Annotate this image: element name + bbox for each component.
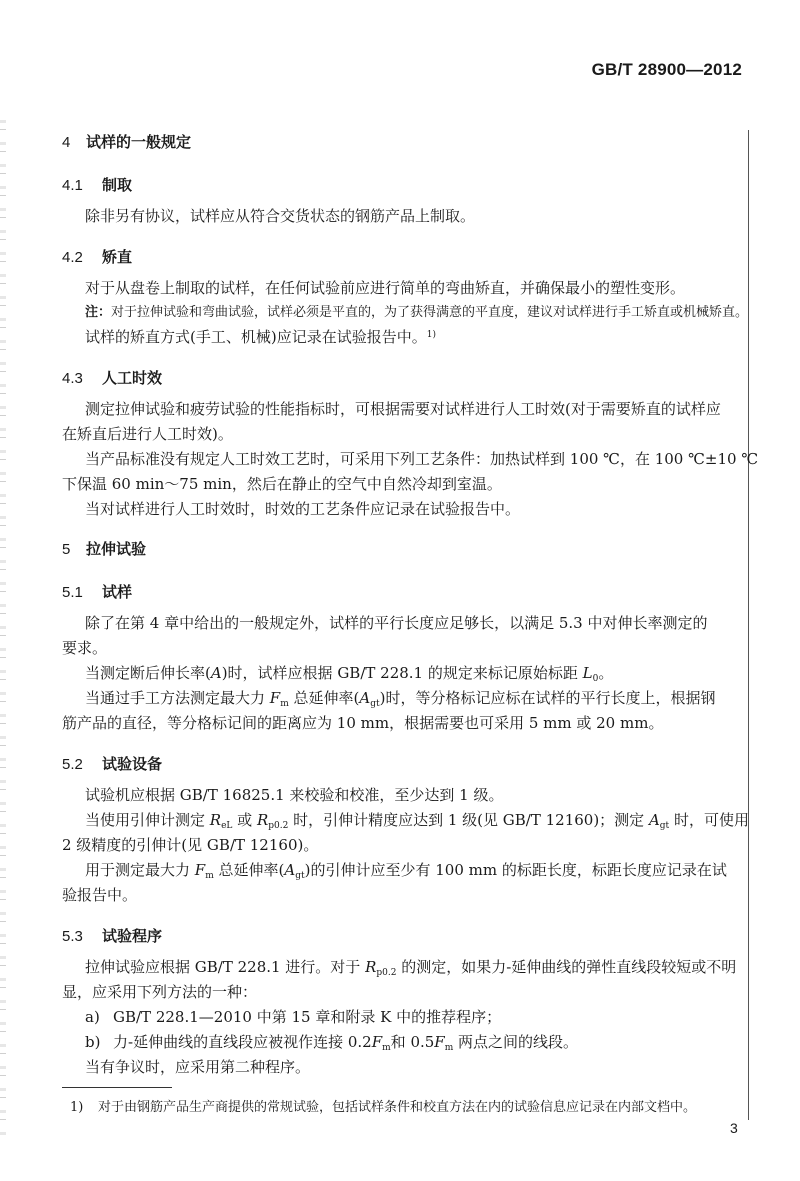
- math-subscript: gt: [370, 699, 380, 709]
- heading-number: 4.3: [62, 370, 83, 387]
- heading-title: 试样: [102, 583, 133, 601]
- text-run: 验报告中。: [62, 886, 138, 904]
- math-subscript: gt: [659, 821, 670, 831]
- list-item: [62, 1030, 743, 1055]
- note-label: 注：: [85, 305, 112, 320]
- list-marker: b): [85, 1033, 101, 1051]
- text-run: )时，等分格标记应标在试样的平行长度上，根据钢: [379, 689, 716, 707]
- math-subscript: m: [382, 1043, 391, 1053]
- section-heading: [62, 245, 743, 270]
- footnote-text: 对于由钢筋产品生产商提供的常规试验，包括试样条件和校直方法在内的试验信息应记录在内部文档中。: [98, 1100, 697, 1115]
- math-symbol: [284, 861, 304, 879]
- math-variable: A: [210, 664, 222, 682]
- text-run: 当有争议时，应采用第二种程序。: [85, 1058, 311, 1076]
- text-run: 当对试样进行人工时效时，时效的工艺条件应记录在试验报告中。: [85, 500, 521, 518]
- heading-number: 4.2: [62, 249, 83, 266]
- math-subscript: eL: [221, 821, 233, 831]
- section-heading: [62, 752, 743, 777]
- math-subscript: gt: [295, 871, 305, 881]
- math-subscript: 0: [592, 674, 599, 684]
- footnote: [70, 1097, 696, 1119]
- math-variable: F: [434, 1033, 445, 1051]
- text-run: 对于从盘卷上制取的试样，在任何试验前应进行简单的弯曲矫直，并确保最小的塑性变形。: [85, 279, 686, 297]
- math-variable: F: [194, 861, 206, 879]
- heading-title: 试验程序: [102, 927, 163, 945]
- heading-number: 5.1: [62, 584, 83, 601]
- heading-title: 拉伸试验: [86, 540, 147, 558]
- text-run: 时，引伸计精度应达到 1 级(见 GB/T 12160)；测定: [288, 811, 649, 829]
- math-subscript: m: [280, 699, 289, 709]
- chapter-heading: [62, 537, 743, 562]
- text-run: 两点之间的线段。: [453, 1033, 579, 1051]
- text-run: 测定拉伸试验和疲劳试验的性能指标时，可根据需要对试样进行人工时效(对于需要矫直的试样应: [85, 400, 721, 418]
- paragraph-continuation: [62, 883, 743, 908]
- math-symbol: [372, 1033, 391, 1051]
- footnote-ref: 1): [426, 330, 436, 340]
- text-run: 当产品标准没有规定人工时效工艺时，可采用下列工艺条件：加热试样到 100 ℃，在 100 ℃±10 ℃: [85, 450, 759, 468]
- standard-number-header: GB/T 28900—2012: [591, 60, 742, 79]
- paragraph-line: [62, 276, 743, 301]
- math-symbol: [270, 689, 289, 707]
- section-heading: [62, 924, 743, 949]
- paragraph-continuation: [62, 711, 743, 736]
- math-variable: R: [209, 811, 222, 829]
- paragraph-line: [62, 497, 743, 522]
- section-heading: [62, 580, 743, 605]
- text-run: 筋产品的直径，等分格标记间的距离应为 10 mm，根据需要也可采用 5 mm 或 20 mm。: [62, 714, 664, 732]
- text-run: 下保温 60 min～75 min，然后在静止的空气中自然冷却到室温。: [62, 475, 502, 493]
- document-body: [62, 130, 759, 1080]
- text-run: 当测定断后伸长率(: [85, 664, 211, 682]
- paragraph-line: [62, 783, 743, 808]
- math-variable: A: [284, 861, 296, 879]
- text-run: 的测定，如果力-延伸曲线的弹性直线段较短或不明: [396, 958, 737, 976]
- list-item: [62, 1005, 743, 1030]
- paragraph-continuation: [62, 422, 743, 447]
- math-variable: R: [256, 811, 269, 829]
- text-run: 力-延伸曲线的直线段应被视作连接 0.2: [113, 1033, 372, 1051]
- text-run: 要求。: [62, 639, 108, 657]
- section-heading: [62, 173, 743, 198]
- paragraph-continuation: [62, 472, 743, 497]
- math-subscript: p0.2: [268, 821, 289, 831]
- text-run: 对于拉伸试验和弯曲试验，试样必须是平直的，为了获得满意的平直度，建议对试样进行手工矫直或机械矫直。: [111, 305, 749, 320]
- text-run: 当使用引伸计测定: [85, 811, 210, 829]
- text-run: 或: [232, 811, 257, 829]
- chapter-heading: [62, 130, 743, 155]
- margin-rule: [748, 130, 749, 1120]
- math-subscript: m: [205, 871, 214, 881]
- text-run: )时，试样应根据 GB/T 228.1 的规定来标记原始标距: [221, 664, 583, 682]
- text-run: )的引伸计应至少有 100 mm 的标距长度，标距长度应记录在试: [304, 861, 727, 879]
- paragraph-line: [62, 325, 743, 350]
- list-marker: a): [85, 1008, 100, 1026]
- paragraph-line: [62, 661, 743, 686]
- math-symbol: [257, 811, 288, 829]
- math-symbol: [649, 811, 669, 829]
- math-subscript: p0.2: [376, 968, 397, 978]
- text-run: 在矫直后进行人工时效)。: [62, 425, 233, 443]
- text-run: 除了在第 4 章中给出的一般规定外，试样的平行长度应足够长，以满足 5.3 中对伸长率测定的: [85, 614, 708, 632]
- math-symbol: [365, 958, 396, 976]
- math-symbol: [434, 1033, 453, 1051]
- heading-number: 4.1: [62, 177, 83, 194]
- paragraph-line: [62, 808, 749, 833]
- paragraph-line: [62, 858, 743, 883]
- math-variable: A: [359, 689, 371, 707]
- paragraph-line: [62, 397, 743, 422]
- paragraph-continuation: [62, 833, 743, 858]
- heading-title: 试验设备: [102, 755, 163, 773]
- math-symbol: [210, 811, 233, 829]
- paragraph-line: [62, 955, 743, 980]
- text-run: 试样的矫直方式(手工、机械)应记录在试验报告中。: [85, 328, 427, 346]
- text-run: 除非另有协议，试样应从符合交货状态的钢筋产品上制取。: [85, 207, 476, 225]
- text-run: 当通过手工方法测定最大力: [85, 689, 270, 707]
- text-run: 2 级精度的引伸计(见 GB/T 12160)。: [62, 836, 319, 854]
- section-heading: [62, 366, 743, 391]
- heading-title: 人工时效: [102, 369, 163, 387]
- footnote-number: 1): [70, 1100, 84, 1115]
- heading-title: 矫直: [102, 248, 133, 266]
- math-subscript: m: [444, 1043, 454, 1053]
- scan-edge-artifact: [0, 120, 6, 1140]
- heading-title: 制取: [102, 176, 133, 194]
- text-run: 总延伸率(: [288, 689, 360, 707]
- math-variable: F: [371, 1033, 383, 1051]
- text-run: 用于测定最大力: [85, 861, 195, 879]
- text-run: 试验机应根据 GB/T 16825.1 来校验和校准，至少达到 1 级。: [85, 786, 504, 804]
- math-variable: L: [582, 664, 593, 682]
- math-symbol: [359, 689, 379, 707]
- footnote-divider: [62, 1087, 172, 1088]
- text-run: 总延伸率(: [213, 861, 285, 879]
- heading-title: 试样的一般规定: [86, 133, 192, 151]
- math-variable: A: [648, 811, 660, 829]
- paragraph-line: [62, 1055, 743, 1080]
- paragraph-continuation: [62, 980, 743, 1005]
- text-run: GB/T 228.1—2010 中第 15 章和附录 K 中的推荐程序；: [113, 1008, 502, 1026]
- math-variable: F: [269, 689, 281, 707]
- paragraph-line: [62, 204, 743, 229]
- heading-number: 5.2: [62, 756, 83, 773]
- paragraph-line: [62, 611, 743, 636]
- text-run: 时，可使用: [669, 811, 749, 829]
- text-run: 拉伸试验应根据 GB/T 228.1 进行。对于: [85, 958, 366, 976]
- paragraph-continuation: [62, 636, 743, 661]
- heading-number: 4: [62, 134, 71, 151]
- text-run: 和 0.5: [390, 1033, 435, 1051]
- math-symbol: [195, 861, 214, 879]
- math-variable: R: [365, 958, 377, 976]
- paragraph-line: [62, 686, 743, 711]
- heading-number: 5: [62, 541, 71, 558]
- text-run: 显，应采用下列方法的一种：: [62, 983, 258, 1001]
- note: [62, 301, 749, 325]
- page-number: 3: [730, 1120, 738, 1136]
- math-symbol: [583, 664, 599, 682]
- heading-number: 5.3: [62, 928, 83, 945]
- text-run: 。: [598, 664, 614, 682]
- paragraph-line: [62, 447, 759, 472]
- math-symbol: [211, 664, 222, 682]
